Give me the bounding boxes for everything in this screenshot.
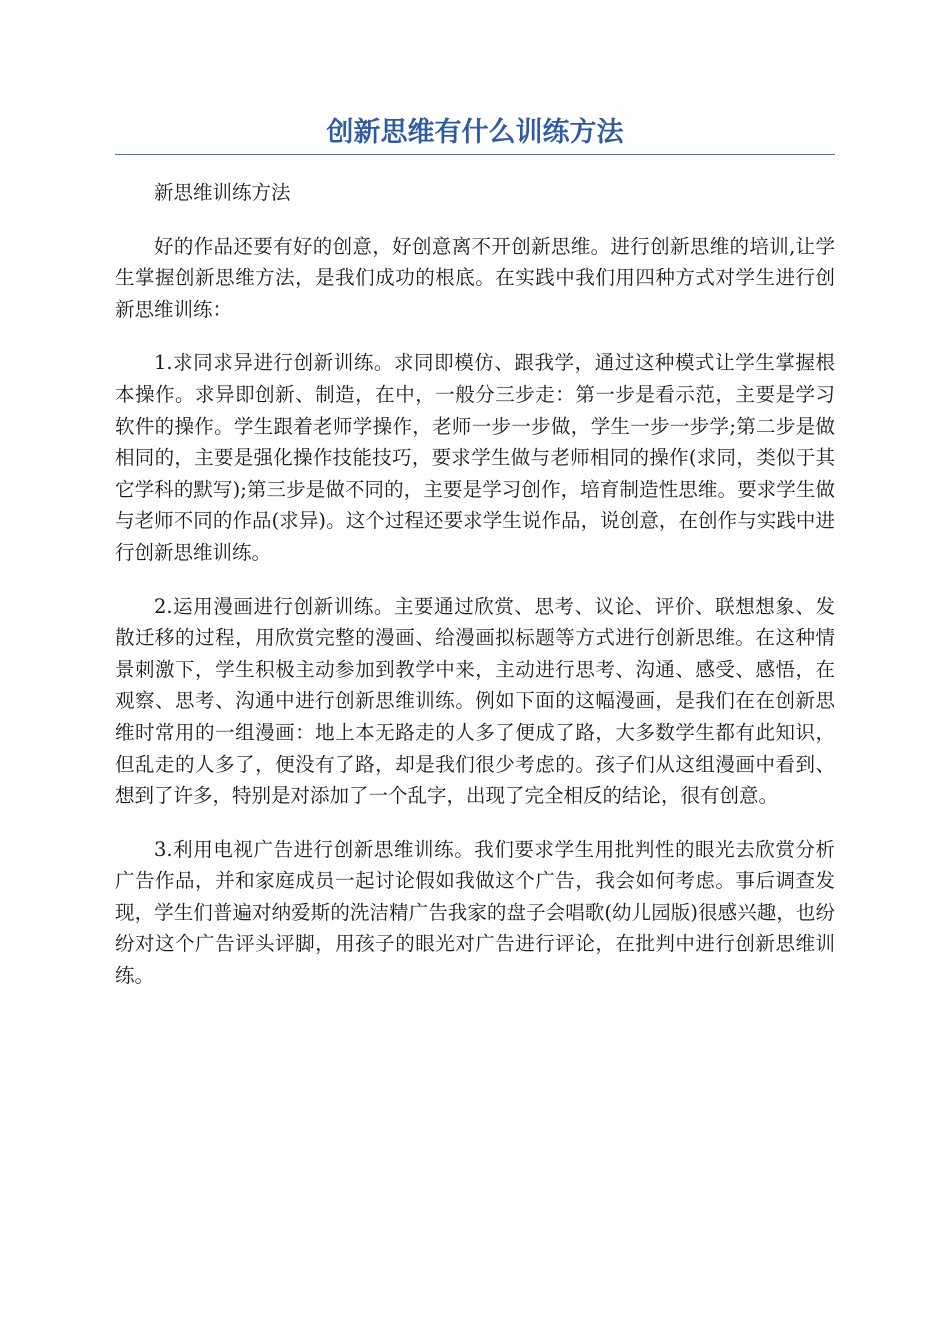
document-body — [115, 177, 835, 1014]
method-3-paragraph: 3.利用电视广告进行创新思维训练。我们要求学生用批判性的眼光去欣赏分析广告作品，并和家庭成员一起讨论假如我做这个广告，我会如何考虑。事后调查发现，学生们普遍对纳爱斯的洗洁精广告我家的盘子会唱歌(幼儿园版)很感兴趣，也纷纷对这个广告评头评脚，用孩子的眼光对广告进行评论，在批判中进行创新思维训练。 — [115, 837, 835, 988]
section-heading: 新思维训练方法 — [154, 181, 291, 204]
intro-paragraph: 好的作品还要有好的创意，好创意离不开创新思维。进行创新思维的培训,让学生掌握创新思维方法，是我们成功的根底。在实践中我们用四种方式对学生进行创新思维训练： — [115, 234, 835, 321]
title-underline — [115, 154, 835, 155]
method-1-paragraph: 1.求同求异进行创新训练。求同即模仿、跟我学，通过这种模式让学生掌握根本操作。求异即创新、制造，在中，一般分三步走：第一步是看示范，主要是学习软件的操作。学生跟着老师学操作，老师一步一步做，学生一步一步学;第二步是做相同的，主要是强化操作技能技巧，要求学生做与老师相同的操作(求同，类似于其它学科的默写);第三步是做不同的，主要是学习创作，培育制造性思维。要求学生做与老师不同的作品(求异)。这个过程还要求学生说作品，说创意，在创作与实践中进行创新思维训练。 — [115, 351, 835, 564]
document-title: 创新思维有什么训练方法 — [326, 117, 624, 148]
method-2-paragraph: 2.运用漫画进行创新训练。主要通过欣赏、思考、议论、评价、联想想象、发散迁移的过程，用欣赏完整的漫画、给漫画拟标题等方式进行创新思维。在这种情景刺激下，学生积极主动参加到教学中来，主动进行思考、沟通、感受、感悟，在观察、思考、沟通中进行创新思维训练。例如下面的这幅漫画，是我们在在创新思维时常用的一组漫画：地上本无路走的人多了便成了路，大多数学生都有此知识，但乱走的人多了，便没有了路，却是我们很少考虑的。孩子们从这组漫画中看到、想到了许多，特别是对添加了一个乱字，出现了完全相反的结论，很有创意。 — [115, 594, 835, 808]
